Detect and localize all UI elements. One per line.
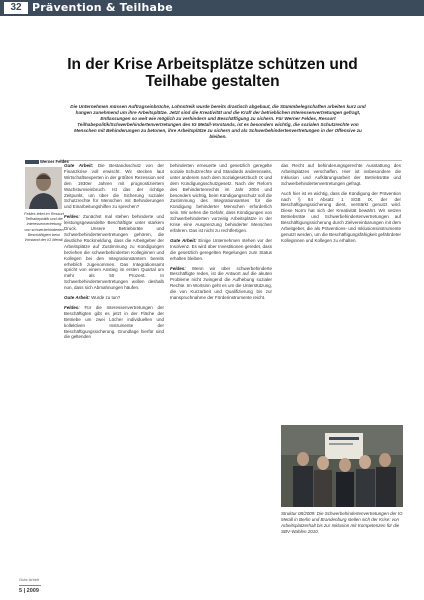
paragraph	[64, 295, 164, 301]
page-header-bar	[0, 0, 424, 16]
interviewee-bio: Feldes leitet im Ressort Teilhabepolitik und die Interessenvertretung von schwerbehinderten Beschäftigten beim Vorstand der IG Metall.	[24, 212, 64, 243]
issue-number: 5 | 2009	[19, 588, 39, 594]
speaker-label: Feldes:	[64, 214, 80, 220]
paragraph	[64, 214, 164, 291]
magazine-logo: Gute Arbeit	[19, 577, 40, 582]
text-column-1	[64, 163, 164, 344]
speaker-label: Gute Arbeit:	[170, 237, 197, 243]
portrait-photo	[25, 167, 62, 209]
paragraph-text: behinderten erneuerte und gesetzlich geregelte soziale Schutzrechte und Standards anderenseits, unter anderem nach dem Sozialgesetzbuch IX und dem Kündigungsschutzgesetz. Nach der Reform des Behindertenrechts im Jahr 2004 und besonders wichtig, beim Kündigungsschutz soll die Zustimmung des Integrationsamtes für die Kündigung behinderter Menschen erforderlich sein. Wir sehen die Gefahr, dass Kündigungen von Schwerbehinderten vorzeitig Arbeitsplätze in der Krise eine Ausgrenzung behinderter Menschen erfahren. Das ist nicht zu rechtfertigen.	[170, 163, 272, 233]
speaker-label: Gute Arbeit:	[64, 163, 94, 168]
paragraph	[170, 238, 272, 262]
speaker-label: Feldes:	[170, 265, 186, 271]
text-column-3	[281, 163, 401, 248]
group-photo	[281, 425, 403, 507]
paragraph-text: Einige Unternehmen stehen vor der Insolvenz. Es wird über Investitionen geredet, dass die gesetzlich geregelten Regelungen zum Status erhalten bleiben.	[170, 237, 272, 261]
paragraph-text: Auch hier ist es wichtig, dass die Kündigung der Prävention nach § 84 Absatz 1 SGB IX, der der Beschäftigungssicherung dient, verstärkt genutzt wird. Diese Norm hat sich der Kreativität bewährt. Wir setzen Betriebsräte und Schwerbehindertenvertretungen auf Beschäftigungssicherung durch Zielvereinbarungen mit dem Arbeitgeber, die als Präventions- und Inklusionsinstrumente genutzt werden, um die Beschäftigungsfähigkeit gefährdeter Kolleginnen und Kollegen zu erhalten.	[281, 190, 401, 243]
text-column-2	[170, 163, 272, 305]
paragraph	[64, 305, 164, 340]
paragraph	[281, 191, 401, 244]
paragraph-text: Wurde zu tun?	[91, 295, 121, 301]
paragraph-text: Die Bestandsschutz von der Finanzkrise voll erwischt. Wir stecken laut Wirtschaftsexperten in der größten Rezession seit den 1930er Jahren mit prognostiziertem Wachstumseinbruch. Ist das der richtige Zeitpunkt, um über die Sicherung sozialer Schutzrechte für Menschen mit Behinderungen und Einarbeitungshilfen zu sprechen?	[64, 163, 164, 210]
interviewee-name: Werner Feldes	[40, 159, 69, 164]
divider	[60, 160, 402, 161]
paragraph	[170, 163, 272, 234]
paragraph	[281, 163, 401, 187]
photo-caption: Struktur 08/2009: Die Schwerbehindertenvertretungen der IG Metall in Berlin und Brandenburg stellen sich der Krise: von Arbeitsplatzerhalt bis zur Inklusion mit Kompetenzen für die SBV-Wahlen 2010.	[281, 511, 403, 534]
footer-rule	[19, 585, 41, 586]
paragraph-text: das Recht auf behinderungsgerechte Ausstattung des Arbeitsplatzes verschaffen. Hier ist insbesondere die Inklusion und Aufklärungsarbeit der Betriebsräte und Schwerbehindertenvertretungen gefragt.	[281, 163, 401, 186]
interview-tag	[25, 160, 39, 164]
article-lead: Die Unternehmen müssen Auftragseinbrüche, Lohnstreik wurde bereits drastisch abgebaut, die Stammbelegschaften arbeiten kurz und hangen zunehmend um ihre Arbeitsplätze. Jetzt sind die Kreativität und die Kraft der betrieblichen Interessenvertretungen gefragt, Entlassungen so weit wie möglich zu verhindern und Beschäftigung zu sichern. Für Werner Feldes, Ressort Teilhabepolitik/Schwerbehindertenvertretungen des IG Metall-Vorstands, ist es besonders wichtig, die sozialen Schutzrechte von Menschen mit Behinderungen zu betonen, ihre Arbeitsplätze zu sichern und als Schwerbehindertenvertretungen in der Offensive zu bleiben.	[70, 104, 366, 140]
paragraph-text: Wenn wir über schwerbehinderte Beschäftigte reden, ist die Antwort auf die akuten Probleme nicht zwingend die Aufhebung sozialer Rechte. Im Wortsinn geht es um die Unterstützung, die von Kurzarbeit und Qualifizierung bis zur Inanspruchnahme der Förderinstrumente reicht.	[170, 265, 272, 301]
paragraph	[64, 163, 164, 210]
speaker-label: Feldes:	[64, 304, 80, 310]
paragraph	[170, 266, 272, 301]
page-number: 32	[4, 2, 28, 14]
paragraph-text: Für die Interessenvertretungen der Beschäftigten gibt es jetzt in der Fläche der Betriebe um zwei Löcher individuellen und kollektiven Instrumente der Beschäftigungssicherung. Grundlage hierfür sind die geltenden	[64, 304, 164, 340]
speaker-label: Gute Arbeit:	[64, 295, 90, 301]
article-headline: In der Krise Arbeitsplätze schützen und Teilhabe gestalten	[67, 56, 358, 90]
section-title: Prävention & Teilhabe	[32, 1, 173, 14]
paragraph-text: Zunächst mal stehen behinderte und leistungsgewandelte Beschäftigte unter starkem Druck. Unsere Betriebsräte und Schwerbehindertenvertretungen gehören, die deutliche Rückmeldung, dass die Arbeitgeber der Arbeitsplätze auf Zustimmung zu Kündigungen beziehen die schwerbehinderten Kolleginnen und Kollegen bei den Integrationsämtern bereits erheblich zugenommen. Das Integrationsamt spricht von einem Anstieg im ersten Quartal um mehr als 50 Prozent. In Schwerbehindertenvertretungen wollen deshalb nun, dass sich Abmahnungen häufen.	[64, 214, 164, 291]
